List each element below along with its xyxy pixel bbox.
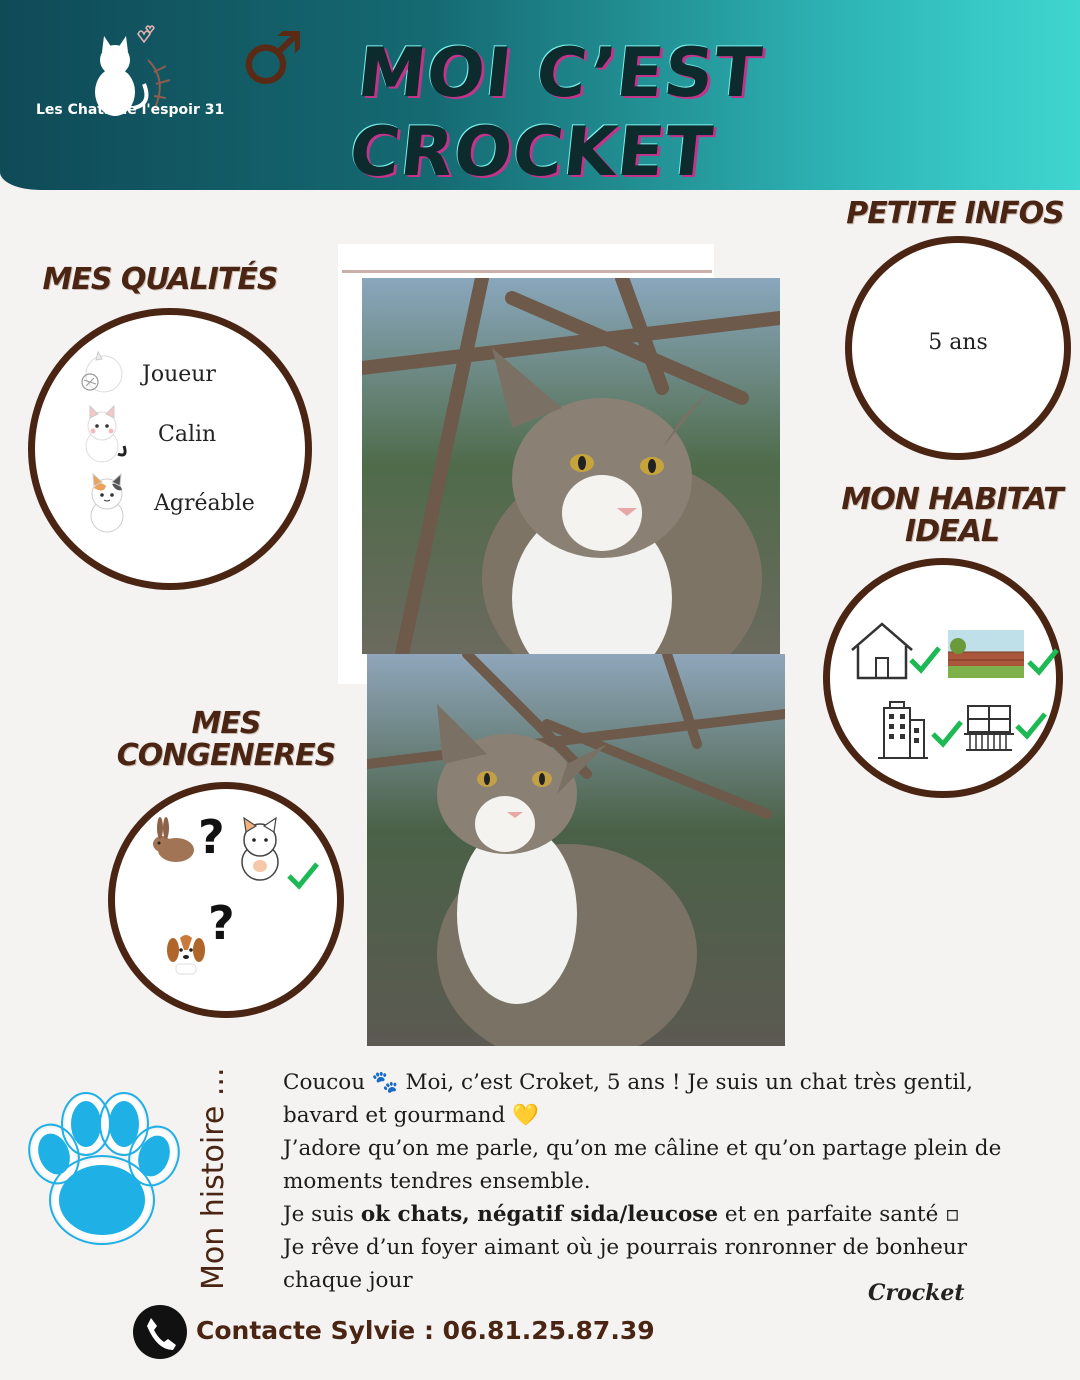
- header-banner: [0, 0, 1080, 190]
- question-mark: ?: [198, 810, 225, 864]
- check-icon: [1014, 710, 1048, 740]
- check-icon: [930, 718, 964, 748]
- quality-label: Agréable: [154, 490, 255, 516]
- phone-icon[interactable]: [132, 1304, 188, 1360]
- contact-text[interactable]: Contacte Sylvie : 06.81.25.87.39: [196, 1316, 655, 1345]
- apartment-building-icon: [876, 698, 930, 760]
- quality-label: Joueur: [142, 361, 216, 387]
- story-paragraph: Coucou 🐾 Moi, c’est Croket, 5 ans ! Je suis un chat très gentil, bavard et gourmand 💛: [283, 1070, 973, 1128]
- cat-photo-bottom: [367, 654, 785, 1046]
- question-mark: ?: [208, 896, 235, 950]
- page-title: MOI C’EST CROCKET: [345, 34, 766, 192]
- dog-icon: [166, 928, 206, 976]
- infos-heading: PETITE INFOS: [846, 196, 1064, 231]
- qualities-heading: MES QUALITÉS: [42, 262, 278, 297]
- cuddly-cat-icon: [76, 404, 132, 464]
- balcony-icon: [964, 704, 1014, 752]
- house-icon: [848, 620, 914, 682]
- story-text-part: et en parfaite santé ▫: [718, 1202, 960, 1227]
- story-paragraph: J’adore qu’on me parle, qu’on me câline et qu’on partage plein de moments tendres ensemble.: [283, 1136, 1002, 1194]
- story-paragraph: [283, 1198, 1043, 1231]
- check-icon: [1026, 646, 1060, 676]
- cat-icon: [234, 816, 286, 882]
- story-paragraph: Je rêve d’un foyer aimant où je pourrais ronronner de bonheur chaque jour: [283, 1235, 968, 1293]
- calico-cat-icon: [82, 472, 132, 534]
- quality-item: [76, 404, 216, 464]
- garden-icon: [948, 630, 1024, 678]
- divider: [342, 270, 712, 273]
- story-highlight: ok chats, négatif sida/leucose: [360, 1202, 719, 1227]
- signature: Crocket: [868, 1280, 965, 1306]
- story-vertical-label: Mon histoire ...: [196, 1067, 231, 1290]
- story-text: [283, 1066, 1043, 1297]
- quality-label: Calin: [158, 421, 217, 447]
- habitat-heading-line2: IDEAL: [905, 514, 999, 549]
- male-symbol-icon: ♂: [240, 16, 305, 100]
- paw-icon: [24, 1092, 180, 1252]
- congeneres-heading: [110, 708, 342, 772]
- story-text-part: Je suis: [283, 1202, 361, 1227]
- logo-text: Les Chats de l'espoir 31: [36, 102, 225, 118]
- check-icon: [908, 644, 942, 674]
- age-value: 5 ans: [928, 330, 988, 355]
- congeneres-heading-line1: MES: [191, 706, 261, 741]
- quality-item: [76, 350, 216, 398]
- cat-photo-top: [362, 278, 780, 654]
- congeneres-heading-line2: CONGENERES: [116, 738, 336, 773]
- playing-cat-icon: [76, 350, 126, 398]
- rabbit-icon: [148, 816, 196, 864]
- habitat-heading-line1: MON HABITAT: [841, 482, 1063, 517]
- habitat-heading: [836, 484, 1068, 548]
- quality-item: [82, 472, 255, 534]
- check-icon: [286, 860, 320, 890]
